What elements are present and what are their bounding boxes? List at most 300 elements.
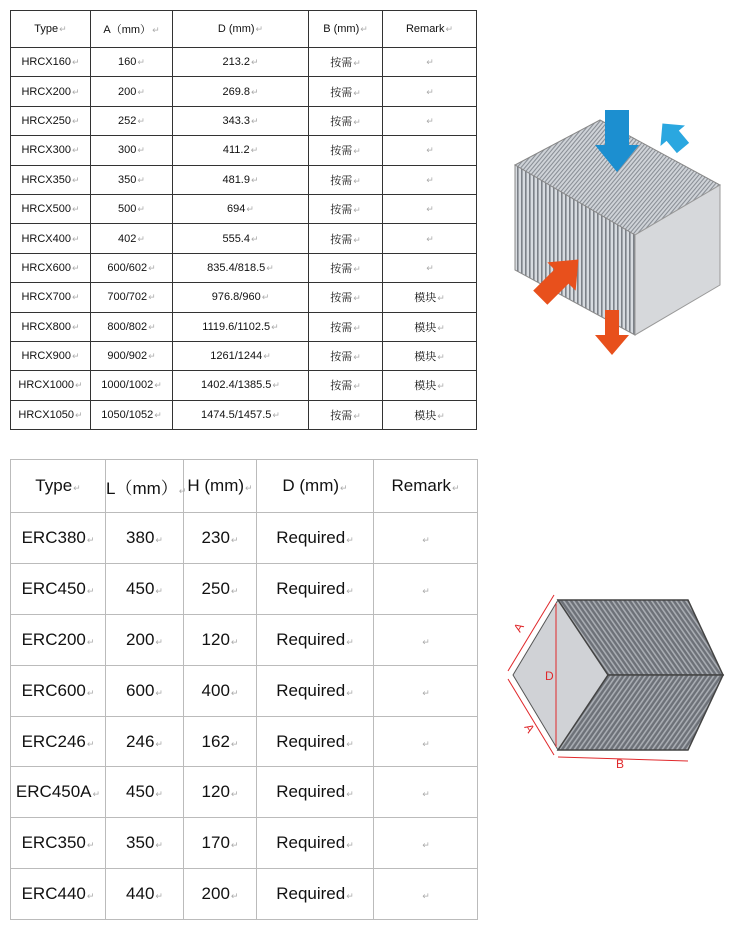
cell-value: 按需 xyxy=(330,292,353,305)
table-cell xyxy=(184,665,257,716)
paragraph-mark-icon: ↵ xyxy=(272,380,280,391)
cell-value: 模块 xyxy=(414,292,437,305)
cell-value: 200 xyxy=(201,884,230,904)
table-cell xyxy=(257,614,374,665)
paragraph-mark-icon: ↵ xyxy=(437,322,445,333)
cell-value: 按需 xyxy=(330,262,353,275)
paragraph-mark-icon: ↵ xyxy=(71,351,80,362)
table-cell xyxy=(91,253,173,282)
paragraph-mark-icon: ↵ xyxy=(73,483,81,493)
column-header xyxy=(383,11,477,48)
table-cell xyxy=(309,224,383,253)
cell-value: 1402.4/1385.5 xyxy=(201,379,272,392)
table-cell xyxy=(184,513,257,564)
column-header-label: D (mm) xyxy=(282,476,340,495)
table-cell xyxy=(91,165,173,194)
cell-value: 1050/1052 xyxy=(101,408,154,421)
diamond-heat-exchanger-dimension-diagram xyxy=(498,585,733,770)
cell-value: Required xyxy=(276,629,346,649)
paragraph-mark-icon: ↵ xyxy=(230,534,239,545)
table-row xyxy=(11,563,478,614)
table-cell xyxy=(184,563,257,614)
cell-value: 555.4 xyxy=(222,232,250,245)
column-header xyxy=(374,460,478,513)
cell-value: ERC380 xyxy=(21,527,86,547)
paragraph-mark-icon: ↵ xyxy=(426,57,434,68)
table-cell xyxy=(11,400,91,429)
cell-value: 900/902 xyxy=(107,350,148,363)
cell-value: 694 xyxy=(227,203,246,216)
cell-value: 200 xyxy=(118,85,137,98)
table-cell xyxy=(11,283,91,312)
paragraph-mark-icon: ↵ xyxy=(71,57,80,68)
column-header xyxy=(91,11,173,48)
paragraph-mark-icon: ↵ xyxy=(353,322,361,333)
paragraph-mark-icon: ↵ xyxy=(250,174,259,185)
cell-value: 343.3 xyxy=(222,114,250,127)
table-cell xyxy=(374,767,478,818)
paragraph-mark-icon: ↵ xyxy=(445,24,454,34)
cell-value: Required xyxy=(276,578,346,598)
cell-value: 380 xyxy=(126,527,155,547)
table-cell xyxy=(184,869,257,920)
table-row xyxy=(11,665,478,716)
table-cell xyxy=(309,165,383,194)
paragraph-mark-icon: ↵ xyxy=(59,24,67,34)
cell-value: 246 xyxy=(126,731,155,751)
table-row xyxy=(11,400,477,429)
paragraph-mark-icon: ↵ xyxy=(422,789,430,800)
table-cell xyxy=(309,341,383,370)
cell-value: HRCX160 xyxy=(21,56,71,69)
cell-value: Required xyxy=(276,731,346,751)
table-cell xyxy=(173,224,309,253)
cell-value: Required xyxy=(276,527,346,547)
paragraph-mark-icon: ↵ xyxy=(71,204,80,215)
table-cell xyxy=(257,513,374,564)
table-cell xyxy=(173,77,309,106)
cell-value: 模块 xyxy=(414,409,437,422)
paragraph-mark-icon: ↵ xyxy=(426,262,434,273)
column-header xyxy=(257,460,374,513)
column-header-label: D (mm) xyxy=(217,23,255,35)
table-cell xyxy=(91,341,173,370)
table-cell xyxy=(374,665,478,716)
table-cell xyxy=(91,312,173,341)
cell-value: 600 xyxy=(126,680,155,700)
table-row xyxy=(11,224,477,253)
paragraph-mark-icon: ↵ xyxy=(155,534,163,545)
table-cell xyxy=(91,194,173,223)
cell-value: 按需 xyxy=(330,380,353,393)
cell-value: 835.4/818.5 xyxy=(207,261,266,274)
table-cell xyxy=(91,77,173,106)
column-header xyxy=(106,460,187,513)
table-cell xyxy=(91,400,173,429)
table-cell xyxy=(106,716,184,767)
table-cell xyxy=(383,224,477,253)
table-cell xyxy=(11,371,91,400)
table-cell xyxy=(173,106,309,135)
paragraph-mark-icon: ↵ xyxy=(148,321,156,332)
paragraph-mark-icon: ↵ xyxy=(353,352,361,363)
paragraph-mark-icon: ↵ xyxy=(353,116,361,127)
paragraph-mark-icon: ↵ xyxy=(86,738,95,749)
paragraph-mark-icon: ↵ xyxy=(71,115,80,126)
paragraph-mark-icon: ↵ xyxy=(86,891,95,902)
paragraph-mark-icon: ↵ xyxy=(437,293,445,304)
column-header xyxy=(11,460,106,513)
table-row xyxy=(11,869,478,920)
paragraph-mark-icon: ↵ xyxy=(360,24,368,34)
paragraph-mark-icon: ↵ xyxy=(266,262,274,273)
cell-value: ERC350 xyxy=(21,833,86,853)
cell-value: 800/802 xyxy=(107,320,148,333)
paragraph-mark-icon: ↵ xyxy=(261,292,270,303)
cell-value: Required xyxy=(276,833,346,853)
paragraph-mark-icon: ↵ xyxy=(346,687,354,698)
cell-value: HRCX800 xyxy=(21,320,71,333)
table-row xyxy=(11,106,477,135)
paragraph-mark-icon: ↵ xyxy=(353,293,361,304)
paragraph-mark-icon: ↵ xyxy=(422,891,430,902)
cell-value: 按需 xyxy=(330,57,353,70)
dimension-label-a-top: A xyxy=(510,620,527,635)
paragraph-mark-icon: ↵ xyxy=(422,687,430,698)
paragraph-mark-icon: ↵ xyxy=(422,534,430,545)
paragraph-mark-icon: ↵ xyxy=(437,381,445,392)
table-cell xyxy=(173,371,309,400)
table-cell xyxy=(173,400,309,429)
table-row xyxy=(11,136,477,165)
cell-value: 440 xyxy=(126,884,155,904)
hrcx-spec-table xyxy=(10,10,477,430)
paragraph-mark-icon: ↵ xyxy=(155,636,163,647)
cell-value: HRCX700 xyxy=(21,291,71,304)
cell-value: HRCX200 xyxy=(21,85,71,98)
table-cell xyxy=(309,194,383,223)
cell-value: ERC200 xyxy=(21,629,86,649)
table-cell xyxy=(91,224,173,253)
table-row xyxy=(11,253,477,282)
paragraph-mark-icon: ↵ xyxy=(246,204,254,215)
cell-value: 252 xyxy=(118,114,137,127)
table-cell xyxy=(383,194,477,223)
paragraph-mark-icon: ↵ xyxy=(86,585,95,596)
table-cell xyxy=(91,371,173,400)
table-cell xyxy=(383,77,477,106)
table-cell xyxy=(374,818,478,869)
paragraph-mark-icon: ↵ xyxy=(178,485,187,496)
column-header-label: Remark xyxy=(391,476,451,495)
table-cell xyxy=(11,341,91,370)
cell-value: ERC450 xyxy=(21,578,86,598)
paragraph-mark-icon: ↵ xyxy=(71,86,80,97)
paragraph-mark-icon: ↵ xyxy=(148,262,156,273)
table-cell xyxy=(173,165,309,194)
paragraph-mark-icon: ↵ xyxy=(137,115,145,126)
paragraph-mark-icon: ↵ xyxy=(422,585,430,596)
table-cell xyxy=(106,869,184,920)
table-cell xyxy=(173,341,309,370)
paragraph-mark-icon: ↵ xyxy=(137,204,145,215)
table-cell xyxy=(91,283,173,312)
paragraph-mark-icon: ↵ xyxy=(137,145,145,156)
paragraph-mark-icon: ↵ xyxy=(155,789,163,800)
paragraph-mark-icon: ↵ xyxy=(230,738,239,749)
cell-value: 1119.6/1102.5 xyxy=(202,320,271,333)
table-cell xyxy=(184,716,257,767)
table-row xyxy=(11,165,477,194)
table-row xyxy=(11,371,477,400)
paragraph-mark-icon: ↵ xyxy=(137,174,145,185)
paragraph-mark-icon: ↵ xyxy=(346,636,354,647)
cell-value: 350 xyxy=(126,833,155,853)
table-cell xyxy=(173,283,309,312)
crossflow-heat-exchanger-illustration xyxy=(505,100,730,360)
table-cell xyxy=(11,563,106,614)
table-cell xyxy=(91,106,173,135)
cell-value: 1000/1002 xyxy=(101,379,154,392)
table-row xyxy=(11,513,478,564)
column-header xyxy=(184,460,257,513)
table-cell xyxy=(383,400,477,429)
table-cell xyxy=(184,818,257,869)
column-header xyxy=(11,11,91,48)
paragraph-mark-icon: ↵ xyxy=(437,410,445,421)
paragraph-mark-icon: ↵ xyxy=(155,738,163,749)
table-row xyxy=(11,312,477,341)
cell-value: 300 xyxy=(118,144,137,157)
erc-spec-table xyxy=(10,459,478,920)
table-cell xyxy=(257,716,374,767)
paragraph-mark-icon: ↵ xyxy=(353,205,361,216)
table-cell xyxy=(106,818,184,869)
table-cell xyxy=(374,614,478,665)
paragraph-mark-icon: ↵ xyxy=(230,891,239,902)
cell-value: Required xyxy=(276,680,346,700)
table-header-row xyxy=(11,460,478,513)
table-cell xyxy=(11,716,106,767)
table-row xyxy=(11,77,477,106)
column-header-label: Type xyxy=(35,476,73,495)
cell-value: 按需 xyxy=(330,86,353,99)
cell-value: 按需 xyxy=(330,321,353,334)
paragraph-mark-icon: ↵ xyxy=(346,585,354,596)
table-cell xyxy=(257,563,374,614)
table-cell xyxy=(11,767,106,818)
paragraph-mark-icon: ↵ xyxy=(353,381,361,392)
paragraph-mark-icon: ↵ xyxy=(155,687,163,698)
cell-value: HRCX400 xyxy=(21,232,71,245)
column-header-label: L（mm） xyxy=(106,478,178,498)
paragraph-mark-icon: ↵ xyxy=(346,789,354,800)
table-cell xyxy=(11,665,106,716)
cell-value: 250 xyxy=(201,578,230,598)
dimension-label-a-bottom: A xyxy=(521,721,538,736)
paragraph-mark-icon: ↵ xyxy=(340,483,348,493)
table-cell xyxy=(11,224,91,253)
paragraph-mark-icon: ↵ xyxy=(263,351,271,362)
table-cell xyxy=(374,513,478,564)
table-cell xyxy=(374,563,478,614)
cell-value: 269.8 xyxy=(222,85,250,98)
cell-value: HRCX600 xyxy=(21,261,71,274)
table-cell xyxy=(257,767,374,818)
paragraph-mark-icon: ↵ xyxy=(422,840,430,851)
paragraph-mark-icon: ↵ xyxy=(137,57,145,68)
paragraph-mark-icon: ↵ xyxy=(353,146,361,157)
paragraph-mark-icon: ↵ xyxy=(71,233,80,244)
paragraph-mark-icon: ↵ xyxy=(346,840,354,851)
paragraph-mark-icon: ↵ xyxy=(346,738,354,749)
cell-value: 模块 xyxy=(414,321,437,334)
paragraph-mark-icon: ↵ xyxy=(230,585,239,596)
cell-value: 按需 xyxy=(330,174,353,187)
table-cell xyxy=(173,312,309,341)
paragraph-mark-icon: ↵ xyxy=(230,840,239,851)
cell-value: 450 xyxy=(126,578,155,598)
table-cell xyxy=(309,106,383,135)
table-cell xyxy=(173,48,309,77)
cell-value: HRCX1050 xyxy=(18,408,75,421)
table-cell xyxy=(383,253,477,282)
paragraph-mark-icon: ↵ xyxy=(271,321,279,332)
table-cell xyxy=(11,136,91,165)
table-cell xyxy=(309,77,383,106)
cell-value: ERC440 xyxy=(21,884,86,904)
table-row xyxy=(11,194,477,223)
paragraph-mark-icon: ↵ xyxy=(426,204,434,215)
column-header xyxy=(309,11,383,48)
cell-value: 700/702 xyxy=(107,291,148,304)
paragraph-mark-icon: ↵ xyxy=(155,585,163,596)
table-cell xyxy=(374,869,478,920)
paragraph-mark-icon: ↵ xyxy=(137,233,145,244)
table-cell xyxy=(11,106,91,135)
table-header-row xyxy=(11,11,477,48)
cell-value: 500 xyxy=(118,203,137,216)
paragraph-mark-icon: ↵ xyxy=(250,115,259,126)
table-cell xyxy=(184,614,257,665)
paragraph-mark-icon: ↵ xyxy=(86,840,95,851)
table-cell xyxy=(309,253,383,282)
dimension-label-d: D xyxy=(545,669,554,683)
paragraph-mark-icon: ↵ xyxy=(245,483,253,493)
cell-value: 1261/1244 xyxy=(210,350,263,363)
cell-value: 模块 xyxy=(414,380,437,393)
table-cell xyxy=(11,165,91,194)
table-cell xyxy=(106,563,184,614)
table-cell xyxy=(11,48,91,77)
table-cell xyxy=(383,165,477,194)
cell-value: 350 xyxy=(118,173,137,186)
table-cell xyxy=(11,869,106,920)
table-cell xyxy=(257,818,374,869)
table-cell xyxy=(374,716,478,767)
paragraph-mark-icon: ↵ xyxy=(250,86,259,97)
paragraph-mark-icon: ↵ xyxy=(71,262,80,273)
cell-value: 120 xyxy=(201,782,230,802)
cell-value: HRCX900 xyxy=(21,350,71,363)
table-row xyxy=(11,341,477,370)
paragraph-mark-icon: ↵ xyxy=(152,25,160,35)
cell-value: 120 xyxy=(201,629,230,649)
cell-value: HRCX500 xyxy=(21,203,71,216)
paragraph-mark-icon: ↵ xyxy=(148,351,156,362)
dimension-label-b: B xyxy=(616,757,625,771)
paragraph-mark-icon: ↵ xyxy=(426,145,434,156)
table-cell xyxy=(383,283,477,312)
paragraph-mark-icon: ↵ xyxy=(272,409,280,420)
cell-value: 230 xyxy=(201,527,230,547)
cell-value: 170 xyxy=(201,833,230,853)
cell-value: 按需 xyxy=(330,409,353,422)
paragraph-mark-icon: ↵ xyxy=(437,352,445,363)
paragraph-mark-icon: ↵ xyxy=(92,789,101,800)
table-cell xyxy=(11,77,91,106)
paragraph-mark-icon: ↵ xyxy=(353,175,361,186)
column-header-label: Type xyxy=(34,23,59,35)
cell-value: ERC450A xyxy=(15,782,92,802)
table-cell xyxy=(309,371,383,400)
table-cell xyxy=(11,253,91,282)
table-cell xyxy=(11,513,106,564)
paragraph-mark-icon: ↵ xyxy=(426,115,434,126)
paragraph-mark-icon: ↵ xyxy=(86,534,95,545)
table-cell xyxy=(383,136,477,165)
paragraph-mark-icon: ↵ xyxy=(353,87,361,98)
paragraph-mark-icon: ↵ xyxy=(353,58,361,69)
cell-value: 400 xyxy=(201,680,230,700)
table-cell xyxy=(11,614,106,665)
cell-value: 411.2 xyxy=(222,144,250,157)
cell-value: 450 xyxy=(126,782,155,802)
table-cell xyxy=(11,194,91,223)
paragraph-mark-icon: ↵ xyxy=(422,738,430,749)
table-cell xyxy=(91,136,173,165)
cell-value: 481.9 xyxy=(222,173,250,186)
table-cell xyxy=(173,194,309,223)
paragraph-mark-icon: ↵ xyxy=(230,789,239,800)
cell-value: 160 xyxy=(118,56,137,69)
paragraph-mark-icon: ↵ xyxy=(75,380,83,391)
cell-value: 200 xyxy=(126,629,155,649)
paragraph-mark-icon: ↵ xyxy=(86,687,95,698)
paragraph-mark-icon: ↵ xyxy=(426,174,434,185)
table-cell xyxy=(106,767,184,818)
column-header-label: H (mm) xyxy=(187,476,245,495)
paragraph-mark-icon: ↵ xyxy=(250,145,259,156)
table-cell xyxy=(309,283,383,312)
paragraph-mark-icon: ↵ xyxy=(148,292,156,303)
table-cell xyxy=(383,312,477,341)
cell-value: Required xyxy=(276,884,346,904)
paragraph-mark-icon: ↵ xyxy=(353,263,361,274)
table-row xyxy=(11,767,478,818)
table-cell xyxy=(383,106,477,135)
paragraph-mark-icon: ↵ xyxy=(154,409,162,420)
cell-value: 按需 xyxy=(330,233,353,246)
table-row xyxy=(11,614,478,665)
cell-value: 按需 xyxy=(330,204,353,217)
paragraph-mark-icon: ↵ xyxy=(422,636,430,647)
cell-value: HRCX1000 xyxy=(18,379,75,392)
cell-value: HRCX300 xyxy=(21,144,71,157)
table-cell xyxy=(309,400,383,429)
cell-value: HRCX350 xyxy=(21,173,71,186)
cell-value: 1474.5/1457.5 xyxy=(201,408,272,421)
